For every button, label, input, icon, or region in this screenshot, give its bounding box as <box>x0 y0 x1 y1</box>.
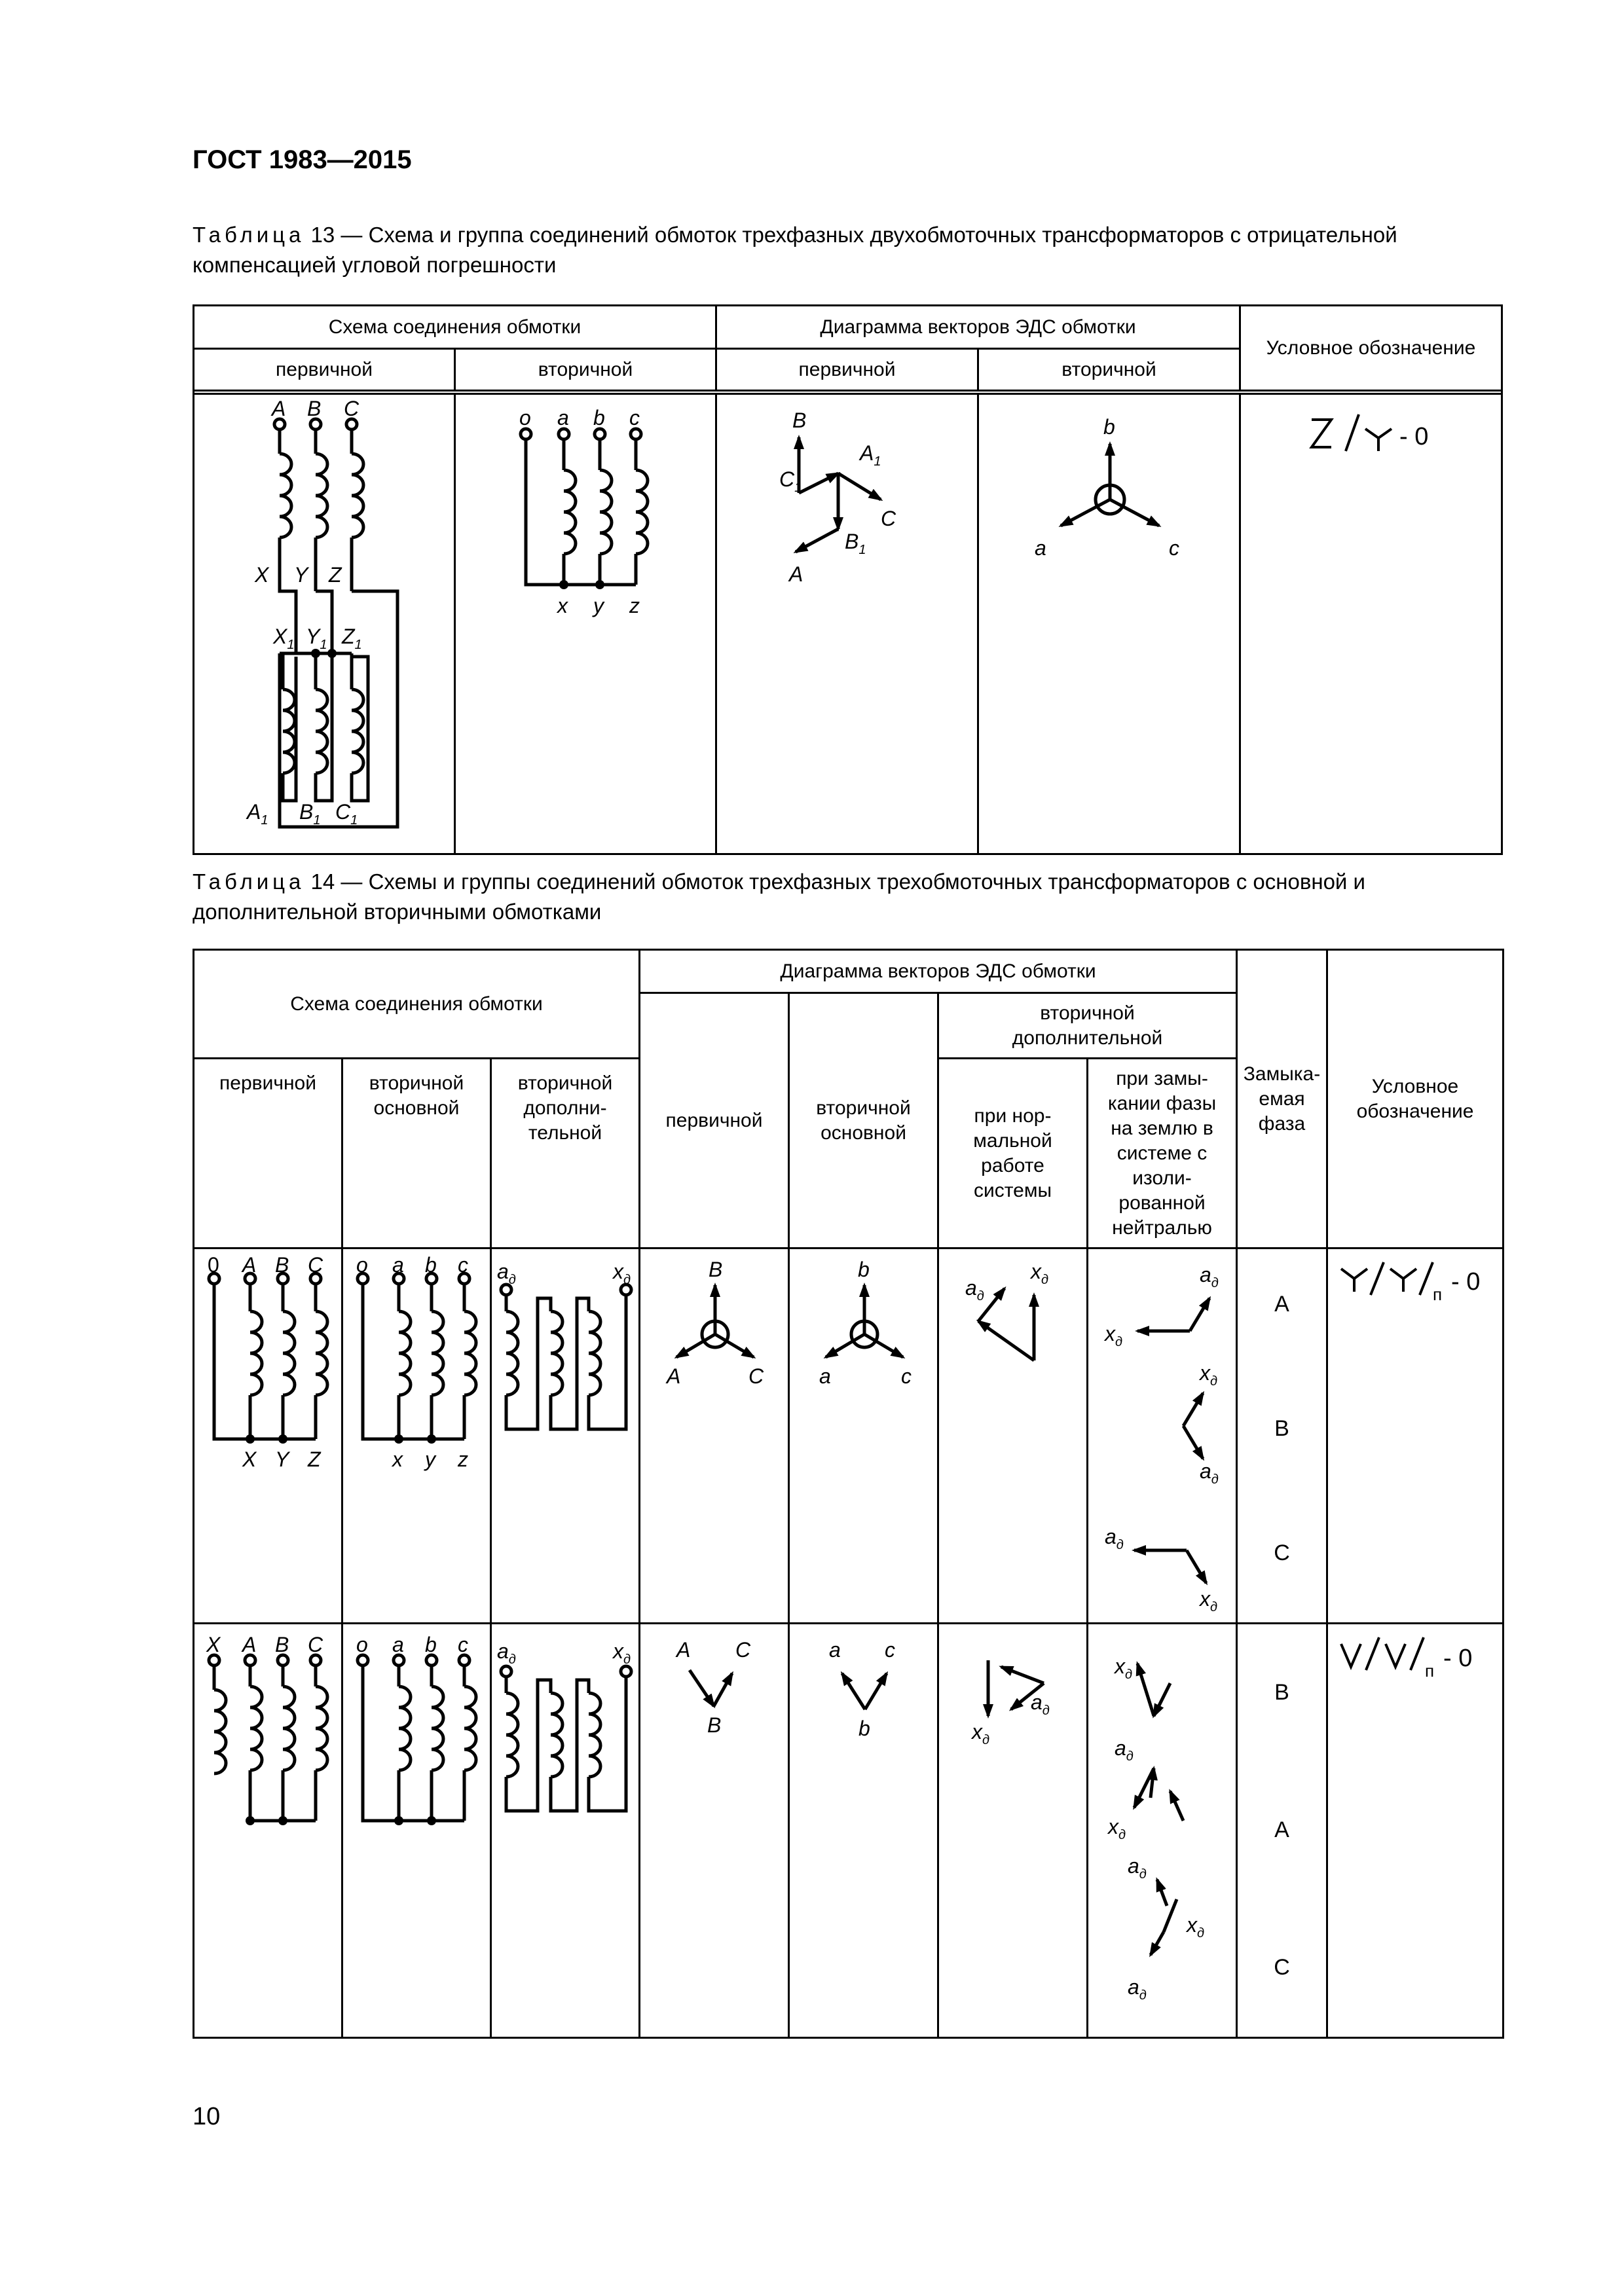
svg-text:xд: $x_д$ <box>613 1639 631 1667</box>
svg-text:C: C <box>735 1638 751 1662</box>
svg-text:C: C <box>308 1253 323 1277</box>
table13-header-symbol: Условное обозначение <box>1240 306 1502 391</box>
star-vector-secondary <box>790 1249 939 1622</box>
svg-text:b: b <box>593 406 605 429</box>
svg-text:aд: $a_д$ <box>1200 1459 1219 1487</box>
svg-text:Y: Y <box>294 563 308 587</box>
table13-sub-diagram-primary: первичной <box>716 349 978 391</box>
svg-text:aд: $a_д$ <box>1115 1736 1134 1764</box>
table13-header-diagram: Диаграмма векторов ЭДС обмотки <box>716 306 1240 349</box>
svg-text:a: a <box>557 406 569 429</box>
svg-text:0: 0 <box>208 1253 219 1277</box>
table14-row1-primary <box>194 1248 342 1624</box>
svg-text:aд: $a_д$ <box>1031 1690 1050 1718</box>
svg-text:aд: $a_д$ <box>1105 1525 1124 1552</box>
svg-text:xд: $x_д$ <box>613 1260 631 1287</box>
svg-text:o: o <box>519 406 531 429</box>
table14-row2-diag-primary <box>640 1624 789 2038</box>
vee-vee-open-delta-symbol <box>1328 1624 1504 2037</box>
table14-header-normal: при нормальной работе системы <box>938 1059 1088 1248</box>
table13-primary-vector-diagram <box>716 394 978 854</box>
svg-text:y: y <box>425 1448 435 1471</box>
table14-row2-symbol-sub: п <box>1425 1661 1435 1681</box>
table14-header-sec-main: вторичной основной <box>342 1059 491 1248</box>
svg-text:A: A <box>667 1364 681 1388</box>
svg-text:b: b <box>425 1633 437 1656</box>
svg-text:B1: $B_1$ <box>845 530 866 557</box>
svg-text:B: B <box>792 409 807 432</box>
svg-text:C1: $C_1$ <box>335 800 358 828</box>
open-delta-vector-normal <box>939 1249 1088 1622</box>
svg-text:Y: Y <box>275 1448 289 1471</box>
svg-text:a: a <box>819 1364 831 1388</box>
zigzag-vector-diagram <box>717 395 979 853</box>
table14-header-diag-sec-main: вторичной основной <box>789 993 938 1248</box>
table14-row1-diag-sec-main <box>789 1248 938 1624</box>
svg-text:X: X <box>206 1633 221 1656</box>
fault-vector-diagrams <box>1088 1249 1238 1622</box>
table14-header-sec-add: вторичной дополнительной <box>938 993 1237 1059</box>
svg-text:B: B <box>275 1633 289 1656</box>
table14-row1-phase-1: А <box>1274 1292 1289 1317</box>
table14-row2-symbol <box>1327 1624 1504 2038</box>
table14-row1-phases <box>1237 1248 1327 1624</box>
table-14 <box>193 949 1504 2039</box>
svg-text:C: C <box>881 507 896 530</box>
svg-text:z: z <box>458 1448 468 1471</box>
table14-header-diagram: Диаграмма векторов ЭДС обмотки <box>640 950 1237 993</box>
svg-text:C1: $C_1$ <box>779 467 802 495</box>
svg-text:A: A <box>242 1633 257 1656</box>
table14-row2-phase-3: С <box>1274 1955 1290 1980</box>
svg-text:X: X <box>242 1448 257 1471</box>
table14-row2-phase-1: В <box>1274 1680 1289 1705</box>
svg-text:xд: $x_д$ <box>1031 1260 1049 1287</box>
table14-row2-diag-fault <box>1088 1624 1237 2038</box>
open-delta-winding-2 <box>492 1624 640 2037</box>
svg-text:b: b <box>425 1253 437 1277</box>
svg-text:B: B <box>707 1713 722 1737</box>
table-13 <box>193 304 1503 855</box>
table13-caption-label: Таблица <box>193 223 305 247</box>
star-vector-diagram <box>979 395 1241 853</box>
document-header: ГОСТ 1983—2015 <box>193 145 412 174</box>
svg-text:aд: $a_д$ <box>497 1260 516 1287</box>
svg-text:b: b <box>858 1717 870 1740</box>
svg-text:A1: $A_1$ <box>247 800 268 828</box>
table14-row1-diag-primary <box>640 1248 789 1624</box>
table14-row1-sec-main <box>342 1248 491 1624</box>
table14-row2-diag-normal <box>938 1624 1088 2038</box>
table14-header-diag-primary: первичной <box>640 993 789 1248</box>
svg-text:xд: $x_д$ <box>1105 1322 1123 1349</box>
svg-text:Z: Z <box>329 563 342 587</box>
open-vee-vector-primary <box>640 1624 790 2037</box>
svg-text:xд: $x_д$ <box>1200 1587 1218 1614</box>
table14-header-symbol: Условное обозначение <box>1327 950 1504 1248</box>
open-delta-vector-normal-2 <box>939 1624 1088 2037</box>
table13-symbol <box>1240 394 1502 854</box>
svg-text:b: b <box>858 1258 870 1281</box>
star-neutral-secondary-winding-2 <box>343 1624 492 2037</box>
svg-text:aд: $a_д$ <box>1128 1975 1147 2003</box>
svg-text:A: A <box>242 1253 257 1277</box>
star-neutral-secondary-winding <box>343 1249 492 1622</box>
table14-row2-phase-2: А <box>1274 1817 1289 1842</box>
svg-text:c: c <box>1169 536 1180 560</box>
page-number: 10 <box>193 2103 221 2130</box>
svg-text:a: a <box>392 1633 404 1656</box>
table13-primary-scheme <box>194 394 455 854</box>
table13-header-scheme: Схема соединения обмотки <box>194 306 716 349</box>
svg-text:xд: $x_д$ <box>1187 1913 1205 1941</box>
svg-text:X: X <box>255 563 269 587</box>
svg-text:b: b <box>1103 415 1115 439</box>
table14-caption <box>193 867 1501 927</box>
svg-text:C: C <box>308 1633 323 1656</box>
table14-row1-symbol <box>1327 1248 1504 1624</box>
svg-text:xд: $x_д$ <box>1108 1815 1126 1842</box>
svg-text:A: A <box>789 562 803 586</box>
svg-text:x: x <box>557 594 568 617</box>
star-star-open-delta-symbol <box>1328 1249 1504 1622</box>
svg-text:xд: $x_д$ <box>1200 1361 1218 1389</box>
table14-row2-primary <box>194 1624 342 2038</box>
svg-text:c: c <box>629 406 640 429</box>
svg-text:C: C <box>344 397 360 420</box>
svg-text:c: c <box>885 1638 896 1662</box>
svg-text:C: C <box>748 1364 764 1388</box>
table14-row2-diag-sec-main <box>789 1624 938 2038</box>
svg-text:B: B <box>307 397 322 420</box>
svg-text:aд: $a_д$ <box>497 1639 516 1667</box>
zigzag-winding-diagram <box>194 395 456 853</box>
svg-text:a: a <box>392 1253 404 1277</box>
table13-symbol-suffix: - 0 <box>1399 423 1429 450</box>
zigzag-star-symbol <box>1241 395 1503 853</box>
table14-row2-phases <box>1237 1624 1327 2038</box>
open-star-winding <box>194 1624 343 2037</box>
svg-text:o: o <box>356 1633 368 1656</box>
svg-text:aд: $a_д$ <box>1200 1263 1219 1290</box>
table14-row2-symbol-end: - 0 <box>1443 1645 1473 1672</box>
svg-text:Y1: $Y_1$ <box>306 625 327 652</box>
table13-sub-secondary: вторичной <box>455 349 716 391</box>
star-winding-diagram <box>456 395 717 853</box>
table14-header-primary: первичной <box>194 1059 342 1248</box>
svg-text:c: c <box>458 1253 468 1277</box>
svg-text:z: z <box>629 594 640 617</box>
svg-text:xд: $x_д$ <box>972 1720 990 1747</box>
svg-text:a: a <box>1035 536 1046 560</box>
svg-text:aд: $a_д$ <box>965 1276 984 1303</box>
table13-sub-diagram-secondary: вторичной <box>978 349 1240 391</box>
svg-text:A: A <box>676 1638 691 1662</box>
table14-row1-diag-normal <box>938 1248 1088 1624</box>
star-neutral-winding <box>194 1249 343 1622</box>
svg-text:Z1: $Z_1$ <box>342 625 362 652</box>
svg-text:o: o <box>356 1253 368 1277</box>
star-vector-primary <box>640 1249 790 1622</box>
fault-vector-diagrams-2 <box>1088 1624 1238 2037</box>
table14-caption-text: 14 — Схемы и группы соединений обмоток трехфазных трехобмоточных трансформаторов с основной и дополнительной вторичными обмотками <box>193 869 1365 924</box>
svg-text:A1: $A_1$ <box>860 441 881 469</box>
svg-text:xд: $x_д$ <box>1115 1654 1133 1682</box>
svg-text:aд: $a_д$ <box>1128 1854 1147 1882</box>
table14-row1-symbol-end: - 0 <box>1451 1268 1481 1296</box>
table13-sub-primary: первичной <box>194 349 455 391</box>
svg-text:B1: $B_1$ <box>299 800 321 828</box>
table14-row1-symbol-sub: п <box>1433 1285 1443 1304</box>
table14-row2-sec-main <box>342 1624 491 2038</box>
svg-text:y: y <box>593 594 604 617</box>
table14-row1-sec-add <box>491 1248 640 1624</box>
table14-row1-diag-fault <box>1088 1248 1237 1624</box>
table13-caption-text: 13 — Схема и группа соединений обмоток трехфазных двухобмоточных трансформаторов с отрицательной компенсацией угловой погрешности <box>193 223 1397 277</box>
table13-secondary-scheme <box>455 394 716 854</box>
svg-text:x: x <box>392 1448 403 1471</box>
svg-text:c: c <box>901 1364 912 1388</box>
svg-text:Z: Z <box>308 1448 321 1471</box>
table14-row1-phase-2: В <box>1274 1416 1289 1441</box>
table14-header-sec-add2: вторичной дополнительной <box>491 1059 640 1248</box>
svg-text:B: B <box>275 1253 289 1277</box>
table14-row2-sec-add <box>491 1624 640 2038</box>
table13-caption <box>193 220 1501 280</box>
svg-text:X1: $X_1$ <box>273 625 295 652</box>
svg-text:c: c <box>458 1633 468 1656</box>
open-vee-vector-secondary <box>790 1624 939 2037</box>
svg-text:A: A <box>272 397 286 420</box>
table14-header-scheme: Схема соединения обмотки <box>194 950 640 1059</box>
table14-row1-phase-3: С <box>1274 1540 1290 1565</box>
svg-text:a: a <box>829 1638 841 1662</box>
table14-caption-label: Таблица <box>193 869 305 894</box>
open-delta-winding <box>492 1249 640 1622</box>
svg-text:B: B <box>709 1258 723 1281</box>
table14-header-fault: при замыкании фазы на землю в системе с изолированной нейтралью <box>1088 1059 1237 1248</box>
table14-header-phase: Замыкаемая фаза <box>1237 950 1327 1248</box>
table13-secondary-vector-diagram <box>978 394 1240 854</box>
